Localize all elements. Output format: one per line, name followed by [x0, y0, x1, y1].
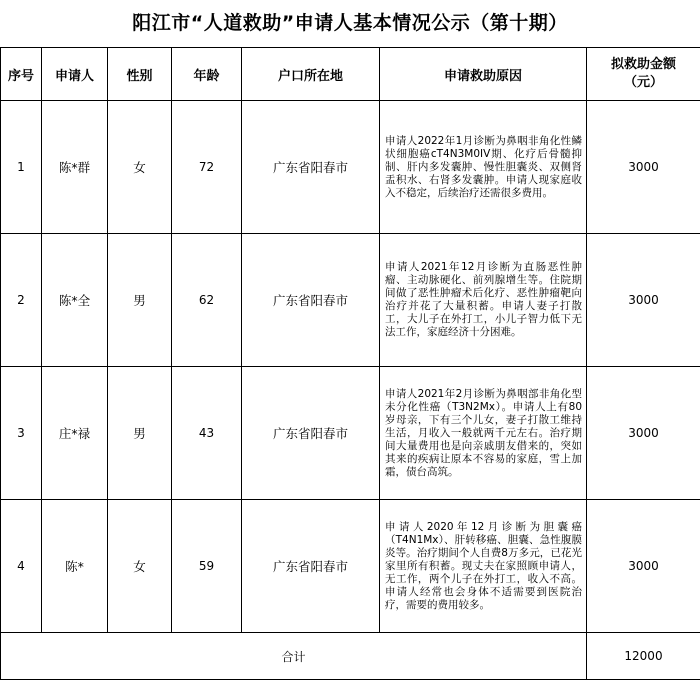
cell-gender: 男 — [108, 234, 172, 367]
applicant-table — [0, 47, 700, 680]
total-amount: 12000 — [587, 633, 700, 680]
cell-age: 72 — [172, 101, 242, 234]
cell-applicant: 陈* — [42, 500, 108, 633]
cell-age: 43 — [172, 367, 242, 500]
table-row — [1, 234, 700, 367]
cell-index: 3 — [1, 367, 42, 500]
cell-index: 1 — [1, 101, 42, 234]
total-row — [1, 633, 700, 680]
header-age: 年龄 — [172, 48, 242, 101]
table-row — [1, 367, 700, 500]
table-row — [1, 500, 700, 633]
cell-reason: 申请人2021年2月诊断为鼻咽部非角化型未分化性癌（T3N2Mx）。申请人上有80岁母亲，下有三个儿女，妻子打散工维持生活，月收入一般就两千元左右。治疗期间大量费用也是向亲戚朋友借来的，突如其来的疾病让原本不容易的家庭，雪上加霜，债台高筑。 — [380, 367, 587, 500]
cell-index: 2 — [1, 234, 42, 367]
cell-reason: 申请人2020年12月诊断为胆囊癌（T4N1Mx）、肝转移癌、胆囊、急性腹膜炎等。治疗期间个人自费8万多元，已花光家里所有积蓄。现丈夫在家照顾申请人，无工作，两个儿子在外打工，收入不高。申请人经常也会身体不适需要到医院治疗，需要的费用较多。 — [380, 500, 587, 633]
cell-residence: 广东省阳春市 — [242, 500, 380, 633]
cell-applicant: 陈*全 — [42, 234, 108, 367]
total-label: 合计 — [1, 633, 587, 680]
cell-reason: 申请人2022年1月诊断为鼻咽非角化性鳞状细胞癌cT4N3M0IV期、化疗后骨髓抑制、肝内多发囊肿、慢性胆囊炎、双侧肾盂积水、右肾多发囊肿。申请人现家庭收入不稳定，后续治疗还需很多费用。 — [380, 101, 587, 234]
cell-applicant: 陈*群 — [42, 101, 108, 234]
header-amount — [587, 48, 700, 101]
header-reason: 申请救助原因 — [380, 48, 587, 101]
header-applicant: 申请人 — [42, 48, 108, 101]
cell-age: 59 — [172, 500, 242, 633]
cell-residence: 广东省阳春市 — [242, 367, 380, 500]
cell-gender: 女 — [108, 500, 172, 633]
cell-amount: 3000 — [587, 101, 700, 234]
header-amount-unit: （元） — [587, 74, 700, 92]
header-amount-label: 拟救助金额 — [587, 56, 700, 74]
cell-index: 4 — [1, 500, 42, 633]
header-row — [1, 48, 700, 101]
cell-amount: 3000 — [587, 367, 700, 500]
cell-age: 62 — [172, 234, 242, 367]
cell-applicant: 庄*禄 — [42, 367, 108, 500]
table-row — [1, 101, 700, 234]
header-gender: 性别 — [108, 48, 172, 101]
cell-reason: 申请人2021年12月诊断为直肠恶性肿瘤、主动脉硬化、前列腺增生等。住院期间做了恶性肿瘤术后化疗、恶性肿瘤靶向治疗并花了大量积蓄。申请人妻子打散工，大儿子在外打工，小儿子智力低下无法工作，家庭经济十分困难。 — [380, 234, 587, 367]
cell-gender: 女 — [108, 101, 172, 234]
header-index: 序号 — [1, 48, 42, 101]
cell-amount: 3000 — [587, 500, 700, 633]
header-residence: 户口所在地 — [242, 48, 380, 101]
cell-residence: 广东省阳春市 — [242, 101, 380, 234]
cell-residence: 广东省阳春市 — [242, 234, 380, 367]
cell-amount: 3000 — [587, 234, 700, 367]
notice-title: 阳江市“人道救助”申请人基本情况公示（第十期） — [0, 0, 700, 47]
cell-gender: 男 — [108, 367, 172, 500]
